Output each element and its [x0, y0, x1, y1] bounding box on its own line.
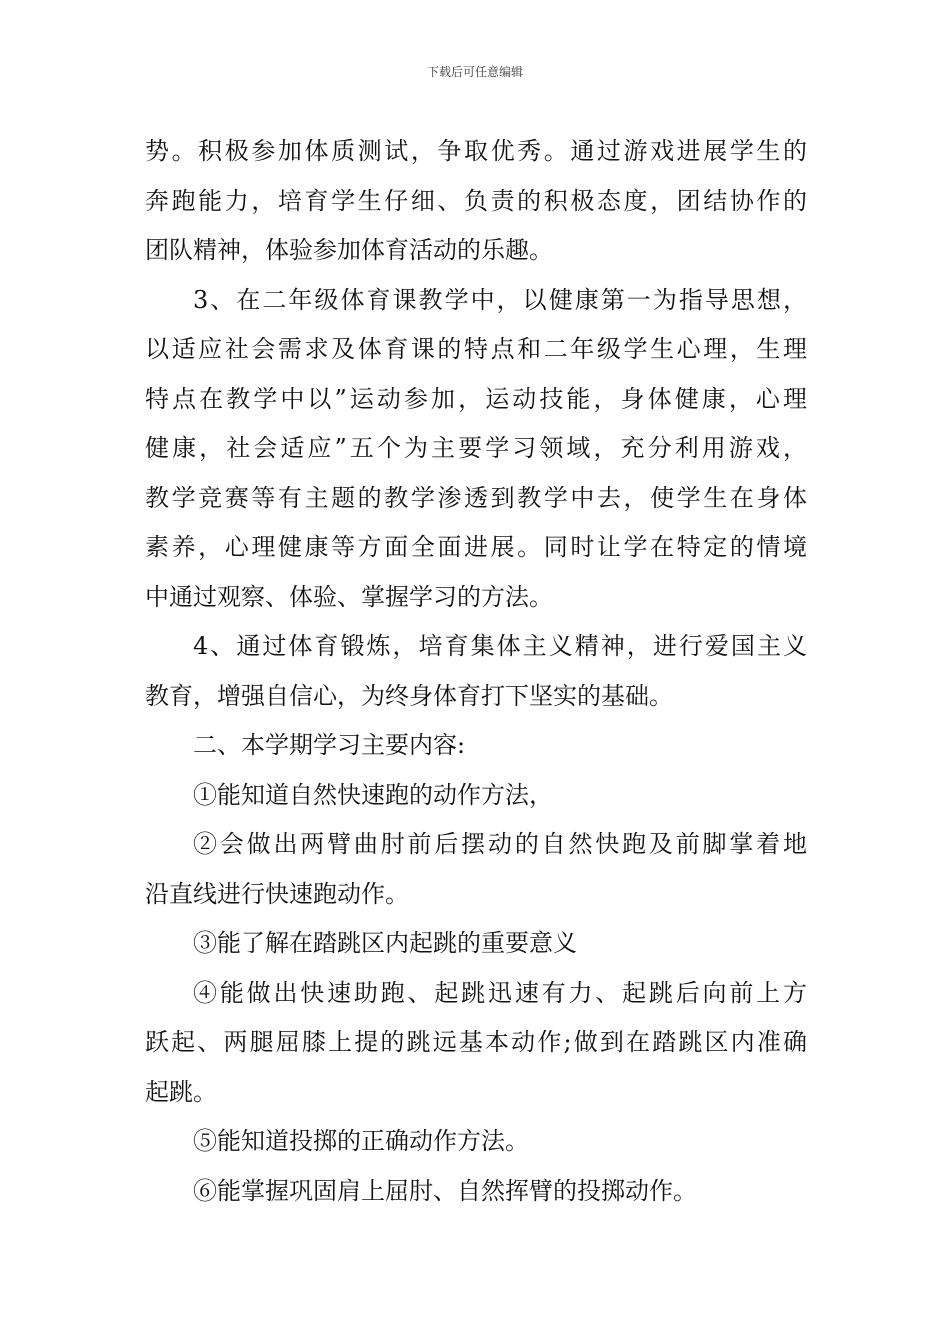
- text-line: 3、在二年级体育课教学中，以健康第一为指导思想，: [193, 285, 807, 314]
- text-line: 奔跑能力，培育学生仔细、负责的积极态度，团结协作的: [145, 186, 807, 215]
- list-item-text: ⑤能知道投掷的正确动作方法。: [193, 1127, 529, 1155]
- paragraph-goal-4: [145, 622, 807, 721]
- list-item-4: [145, 969, 807, 1118]
- list-item-text: 跃起、两腿屈膝上提的跳远基本动作;做到在踏跳区内准确: [145, 1028, 807, 1056]
- list-item-text: ③能了解在踏跳区内起跳的重要意义: [193, 929, 577, 957]
- text-line: 势。积极参加体质测试，争取优秀。通过游戏进展学生的: [145, 137, 807, 165]
- paragraph-goal-3: [145, 276, 807, 623]
- list-item-3: [145, 919, 807, 969]
- list-item-6: [145, 1167, 807, 1217]
- document-body: [145, 127, 807, 1216]
- text-line: 中通过观察、体验、掌握学习的方法。: [145, 582, 553, 611]
- list-item-text: 起跳。: [145, 1077, 217, 1106]
- text-line: 团队精神，体验参加体育活动的乐趣。: [145, 236, 553, 264]
- section-heading-text: 二、本学期学习主要内容:: [193, 731, 466, 759]
- page-header-note: 下载后可任意编辑: [426, 65, 523, 79]
- text-line: 特点在教学中以”运动参加，运动技能，身体健康，心理: [145, 384, 807, 413]
- text-line: 4、通过体育锻炼，培育集体主义精神，进行爱国主义: [193, 632, 807, 660]
- list-item-1: [145, 771, 807, 821]
- list-item-2: [145, 820, 807, 919]
- paragraph-goals-continued: [145, 127, 807, 276]
- text-line: 素养，心理健康等方面全面进展。同时让学在特定的情境: [145, 533, 807, 561]
- text-line: 以适应社会需求及体育课的特点和二年级学生心理，生理: [145, 335, 807, 363]
- list-item-text: ④能做出快速助跑、起跳迅速有力、起跳后向前上方: [193, 978, 807, 1007]
- list-item-text: ②会做出两臂曲肘前后摆动的自然快跑及前脚掌着地: [193, 830, 807, 858]
- list-item-text: ①能知道自然快速跑的动作方法，: [193, 780, 553, 809]
- section-heading: [145, 721, 807, 771]
- text-line: 教学竞赛等有主题的教学渗透到教学中去，使学生在身体: [145, 483, 807, 512]
- list-item-5: [145, 1117, 807, 1167]
- text-line: 健康，社会适应”五个为主要学习领域，充分利用游戏，: [145, 434, 807, 462]
- text-line: 教育，增强自信心，为终身体育打下坚实的基础。: [145, 681, 673, 710]
- list-item-text: ⑥能掌握巩固肩上屈肘、自然挥臂的投掷动作。: [193, 1176, 697, 1205]
- list-item-text: 沿直线进行快速跑动作。: [145, 879, 409, 908]
